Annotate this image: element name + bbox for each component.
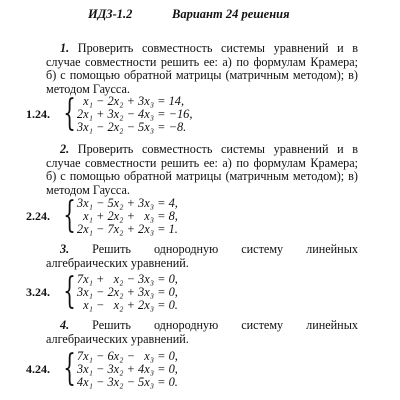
equation: x₁ − x₂ + 2x₃ = 0. xyxy=(76,297,178,312)
equation: 3x₁ − 2x₂ − 5x₃ = −8. xyxy=(76,119,187,134)
equation: 7x₁ − 6x₂ − x₃ = 0, xyxy=(76,349,178,363)
variant-title: Вариант 24 решения xyxy=(172,7,290,21)
equation-system-3-24 xyxy=(26,273,178,311)
system-label: 4.24. xyxy=(26,361,50,376)
task-3-text xyxy=(46,243,358,270)
task-number: 3. xyxy=(60,242,70,256)
equation-system-2-24 xyxy=(26,197,178,235)
equation: x₁ − 2x₂ + 3x₃ = 14, xyxy=(76,94,185,108)
equation: 7x₁ + x₂ − 3x₃ = 0, xyxy=(76,272,178,286)
equation-system-1-24 xyxy=(26,95,192,133)
task-number: 1. xyxy=(60,41,70,55)
task-number: 4. xyxy=(60,318,70,332)
brace-icon: { xyxy=(63,93,76,135)
task-2-text xyxy=(46,143,358,197)
task-statement: Решить однородную систему линейных алгебраических уравнений. xyxy=(46,318,358,346)
system-label: 1.24. xyxy=(26,106,50,121)
task-1-text xyxy=(46,42,358,96)
equation: 2x₁ − 7x₂ + 2x₃ = 1. xyxy=(76,221,178,236)
system-label: 2.24. xyxy=(26,208,50,223)
assignment-code: ИДЗ-1.2 xyxy=(88,7,133,21)
equation: 3x₁ − 5x₂ + 3x₃ = 4, xyxy=(76,196,178,210)
task-statement: Проверить совместность системы уравнений и в случае совместности решить ее: а) по формулам Крамера; б) с помощью обратной матрицы (матричным методом); в) методом Гаусса. xyxy=(46,41,358,96)
equation: 3x₁ − 2x₂ + 3x₃ = 0, xyxy=(76,284,178,299)
equation-system-4-24 xyxy=(26,350,178,388)
brace-icon: { xyxy=(63,348,76,390)
task-statement: Решить однородную систему линейных алгебраических уравнений. xyxy=(46,242,358,270)
equation: 2x₁ + 3x₂ − 4x₃ = −16, xyxy=(76,106,193,121)
task-number: 2. xyxy=(60,142,70,156)
equation: 3x₁ − 3x₂ + 4x₃ = 0, xyxy=(76,361,178,376)
brace-icon: { xyxy=(63,195,76,237)
equation: x₁ + 2x₂ + x₃ = 8, xyxy=(76,208,178,223)
task-statement: Проверить совместность системы уравнений и в случае совместности решить ее: а) по формулам Крамера; б) с помощью обратной матрицы (матричным методом); в) методом Гаусса. xyxy=(46,142,358,197)
brace-icon: { xyxy=(63,271,76,313)
system-label: 3.24. xyxy=(26,284,50,299)
equation: 4x₁ − 3x₂ − 5x₃ = 0. xyxy=(76,374,178,389)
task-4-text xyxy=(46,319,358,346)
